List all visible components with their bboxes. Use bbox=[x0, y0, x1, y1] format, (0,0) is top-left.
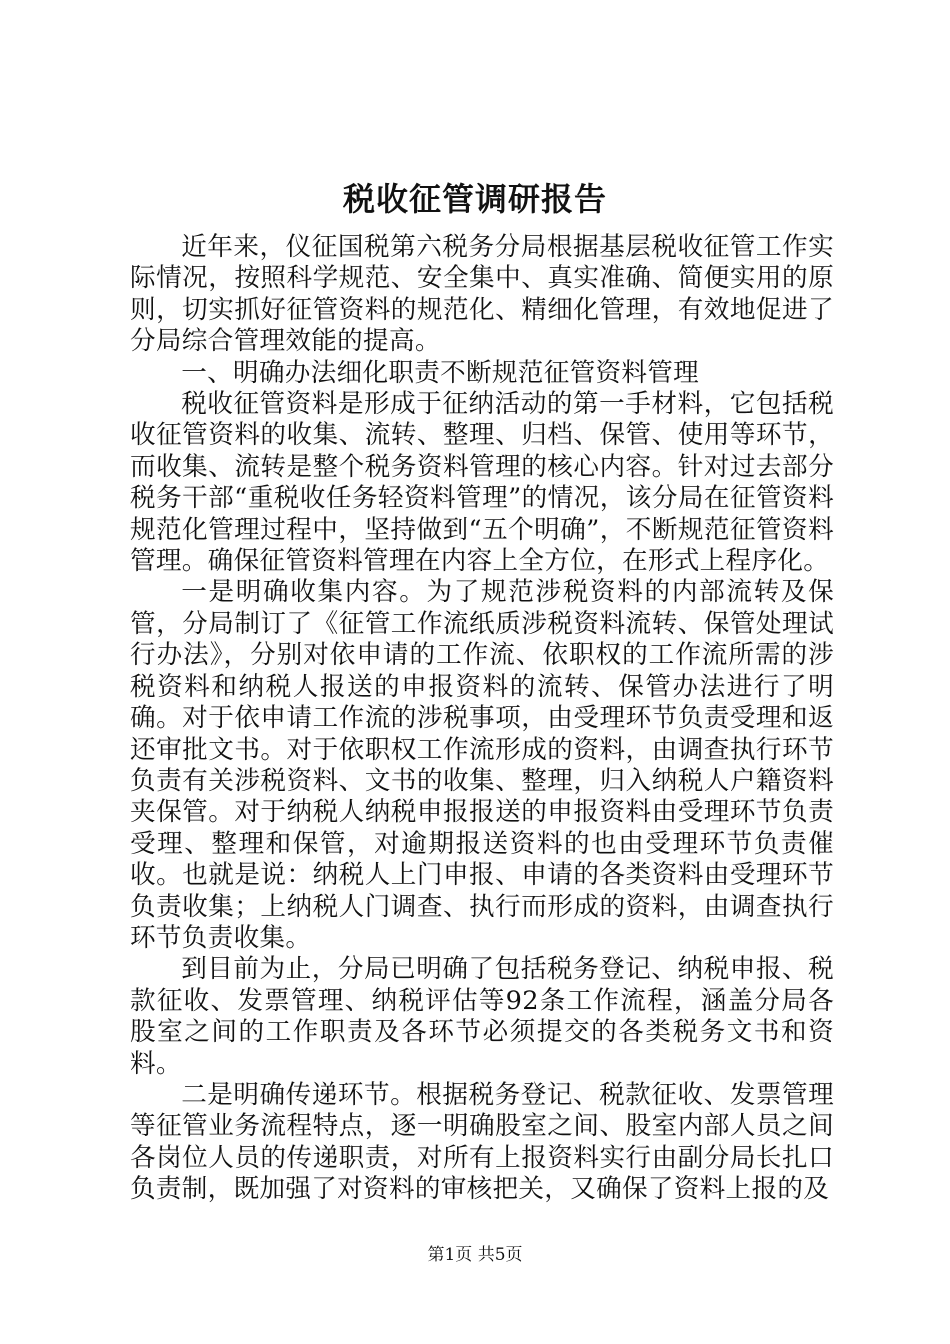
paragraph-intro: 近年来，仪征国税第六税务分局根据基层税收征管工作实际情况，按照科学规范、安全集中、真实准确、简便实用的原则，切实抓好征管资料的规范化、精细化管理，有效地促进了分局综合管理效能的提高。 bbox=[130, 232, 834, 357]
paragraph-progress: 到目前为止，分局已明确了包括税务登记、纳税申报、税款征收、发票管理、纳税评估等92条工作流程，涵盖分局各股室之间的工作职责及各环节必须提交的各类税务文书和资料。 bbox=[130, 954, 834, 1079]
document-title: 税收征管调研报告 bbox=[342, 180, 607, 218]
page-footer: 第1页 共5页 bbox=[427, 1245, 523, 1265]
paragraph-overview: 税收征管资料是形成于征纳活动的第一手材料，它包括税收征管资料的收集、流转、整理、归档、保管、使用等环节，而收集、流转是整个税务资料管理的核心内容。针对过去部分税务干部“重税收任务轻资料管理”的情况，该分局在征管资料规范化管理过程中，坚持做到“五个明确”，不断规范征管资料管理。确保征管资料管理在内容上全方位，在形式上程序化。 bbox=[130, 389, 834, 577]
section-heading-1: 一、明确办法细化职责不断规范征管资料管理 bbox=[181, 357, 700, 388]
paragraph-collection: 一是明确收集内容。为了规范涉税资料的内部流转及保管，分局制订了《征管工作流纸质涉税资料流转、保管处理试行办法》，分别对依申请的工作流、依职权的工作流所需的涉税资料和纳税人报送的申报资料的流转、保管办法进行了明确。对于依申请工作流的涉税事项，由受理环节负责受理和返还审批文书。对于依职权工作流形成的资料，由调查执行环节负责有关涉税资料、文书的收集、整理，归入纳税人户籍资料夹保管。对于纳税人纳税申报报送的申报资料由受理环节负责受理、整理和保管，对逾期报送资料的也由受理环节负责催收。也就是说：纳税人上门申报、申请的各类资料由受理环节负责收集；上纳税人门调查、执行而形成的资料，由调查执行环节负责收集。 bbox=[130, 577, 834, 953]
document-body bbox=[130, 232, 834, 1206]
paragraph-transmission: 二是明确传递环节。根据税务登记、税款征收、发票管理等征管业务流程特点，逐一明确股室之间、股室内部人员之间各岗位人员的传递职责，对所有上报资料实行由副分局长扎口负责制，既加强了对资料的审核把关，又确保了资料上报的及 bbox=[130, 1079, 834, 1205]
